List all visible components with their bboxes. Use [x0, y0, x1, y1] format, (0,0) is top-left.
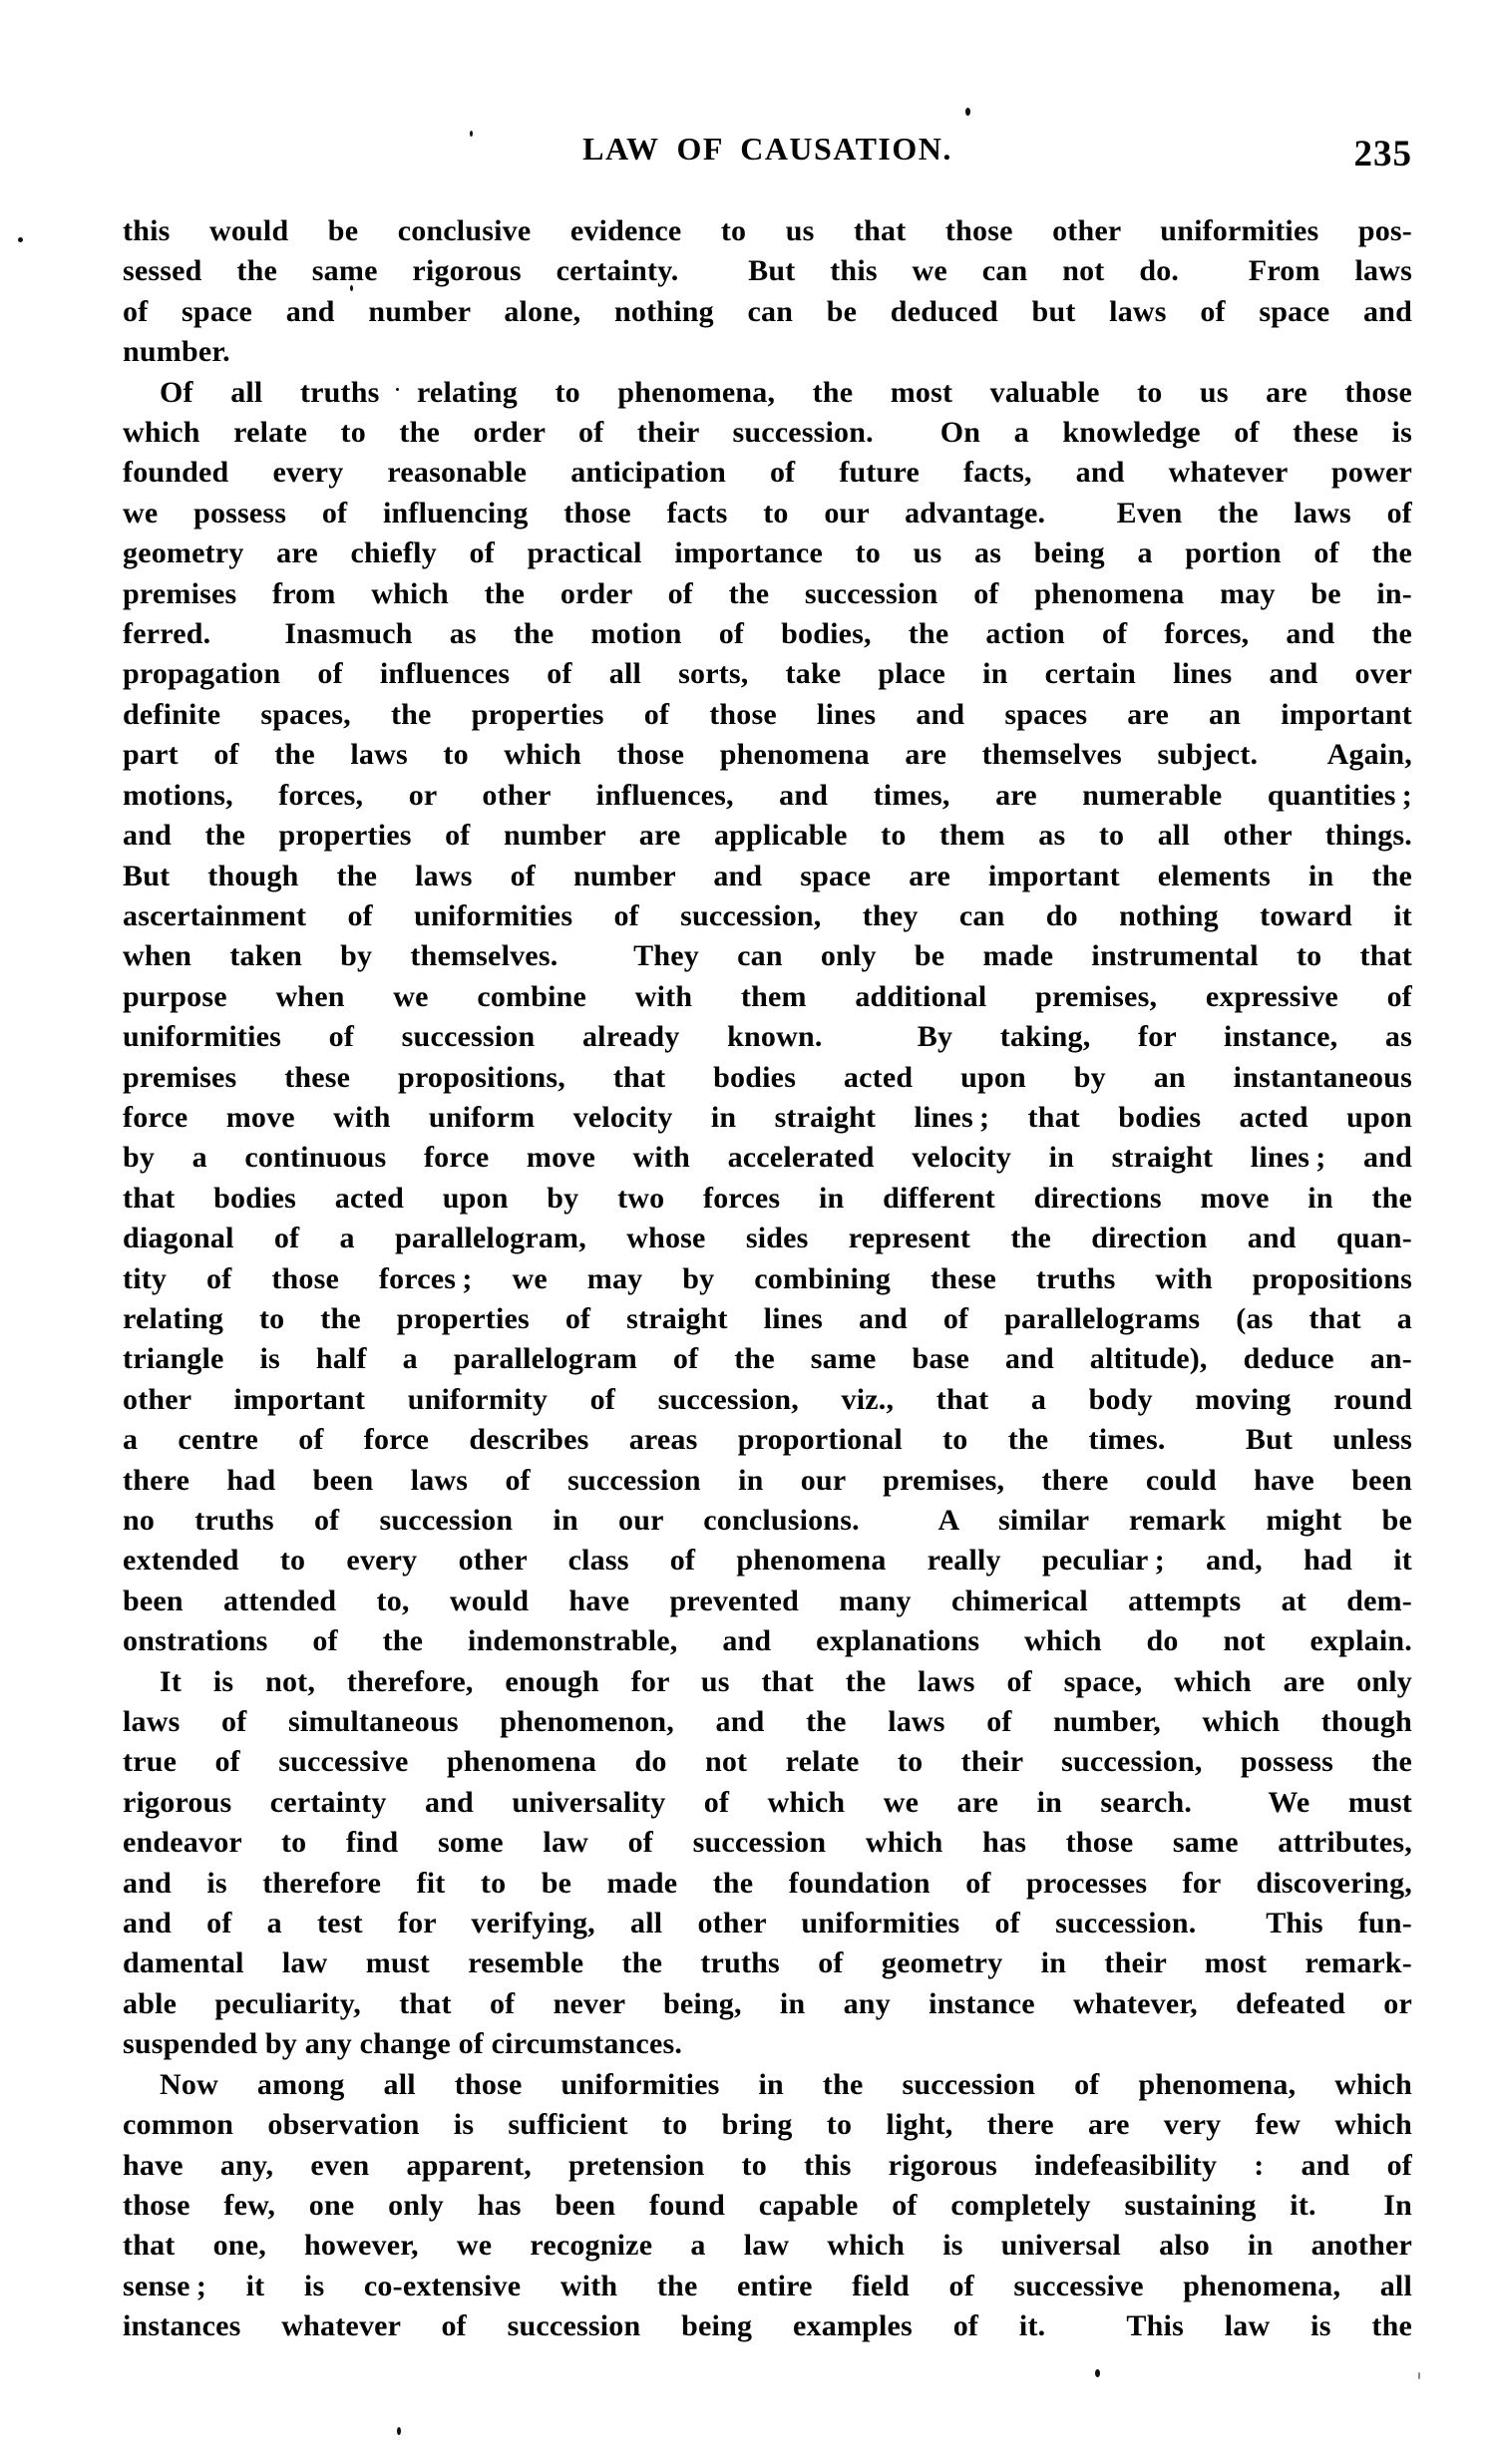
- text-line: we possess of influencing those facts to our advantage. Even the laws of: [123, 496, 1412, 529]
- text-line: part of the laws to which those phenomena are themselves subject. Again,: [123, 738, 1412, 772]
- text-line: that bodies acted upon by two forces in different directions move in the: [123, 1181, 1412, 1215]
- text-line: there had been laws of succession in our premises, there could have been: [123, 1463, 1412, 1497]
- text-line: been attended to, would have prevented many chimerical attempts at dem-: [123, 1584, 1412, 1617]
- text-line: But though the laws of number and space are important elements in the: [123, 859, 1412, 892]
- text-line: definite spaces, the properties of those lines and spaces are an important: [123, 697, 1412, 731]
- scan-speck: [1418, 2372, 1420, 2379]
- text-line: have any, even apparent, pretension to this rigorous indefeasibility : and of: [123, 2148, 1412, 2182]
- text-line: founded every reasonable anticipation of future facts, and whatever power: [123, 456, 1412, 490]
- text-line: suspended by any change of circumstances.: [123, 2027, 683, 2061]
- text-line: other important uniformity of succession, viz., that a body moving round: [123, 1382, 1412, 1416]
- text-line: and the properties of number are applicable to them as to all other things.: [123, 819, 1412, 853]
- text-line: that one, however, we recognize a law which is universal also in another: [123, 2229, 1412, 2263]
- text-line: triangle is half a parallelogram of the same base and altitude), deduce an-: [123, 1342, 1412, 1376]
- text-line: diagonal of a parallelogram, whose sides represent the direction and quan-: [123, 1222, 1412, 1255]
- text-line: number.: [123, 335, 230, 369]
- text-line: sense ; it is co-extensive with the entire field of successive phenomena, all: [123, 2269, 1412, 2302]
- text-line: It is not, therefore, enough for us that the laws of space, which are only: [160, 1664, 1412, 1698]
- text-line: no truths of succession in our conclusions. A similar remark might be: [123, 1504, 1412, 1537]
- text-line: purpose when we combine with them additional premises, expressive of: [123, 979, 1412, 1013]
- text-line: those few, one only has been found capable of completely sustaining it. In: [123, 2188, 1412, 2222]
- text-line: able peculiarity, that of never being, in any instance whatever, defeated or: [123, 1986, 1412, 2020]
- text-line: true of successive phenomena do not relate to their succession, possess the: [123, 1745, 1412, 1779]
- text-line: damental law must resemble the truths of geometry in their most remark-: [123, 1946, 1412, 1980]
- running-head: [123, 131, 1412, 175]
- text-line: extended to every other class of phenomena really peculiar ; and, had it: [123, 1544, 1412, 1578]
- text-line: a centre of force describes areas proportional to the times. But unless: [123, 1423, 1412, 1457]
- text-block: [123, 211, 1412, 2347]
- text-line: Of all truths relating to phenomena, the most valuable to us are those: [160, 375, 1412, 409]
- text-line: Now among all those uniformities in the succession of phenomena, which: [160, 2067, 1412, 2101]
- text-line: endeavor to find some law of succession which has those same attributes,: [123, 1826, 1412, 1860]
- text-line: this would be conclusive evidence to us that those other uniformities pos-: [123, 214, 1412, 247]
- page-content: [123, 0, 1412, 2464]
- scan-speck: [18, 237, 23, 242]
- text-line: by a continuous force move with accelerated velocity in straight lines ; and: [123, 1141, 1412, 1175]
- text-line: instances whatever of succession being examples of it. This law is the: [123, 2309, 1412, 2343]
- text-line: geometry are chiefly of practical importance to us as being a portion of the: [123, 536, 1412, 570]
- page-number: 235: [1353, 134, 1412, 175]
- text-line: laws of simultaneous phenomenon, and the laws of number, which though: [123, 1705, 1412, 1739]
- text-line: and is therefore fit to be made the foundation of processes for discovering,: [123, 1866, 1412, 1900]
- text-line: of space and number alone, nothing can be deduced but laws of space and: [123, 294, 1412, 328]
- text-line: force move with uniform velocity in straight lines ; that bodies acted upon: [123, 1100, 1412, 1134]
- text-line: tity of those forces ; we may by combining these truths with propositions: [123, 1261, 1412, 1295]
- text-line: motions, forces, or other influences, and times, are numerable quantities ;: [123, 778, 1412, 812]
- text-line: sessed the same rigorous certainty. But this we can not do. From laws: [123, 254, 1412, 288]
- page-title: LAW OF CAUSATION.: [582, 131, 952, 167]
- text-line: which relate to the order of their succession. On a knowledge of these is: [123, 416, 1412, 450]
- text-line: common observation is sufficient to bring to light, there are very few which: [123, 2108, 1412, 2142]
- text-line: ascertainment of uniformities of succession, they can do nothing toward it: [123, 898, 1412, 932]
- text-line: uniformities of succession already known. By taking, for instance, as: [123, 1020, 1412, 1054]
- text-line: and of a test for verifying, all other uniformities of succession. This fun-: [123, 1907, 1412, 1940]
- text-line: propagation of influences of all sorts, take place in certain lines and over: [123, 657, 1412, 691]
- text-line: onstrations of the indemonstrable, and explanations which do not explain.: [123, 1624, 1412, 1658]
- text-line: premises from which the order of the succession of phenomena may be in-: [123, 576, 1412, 610]
- text-line: ferred. Inasmuch as the motion of bodies, the action of forces, and the: [123, 617, 1412, 651]
- text-line: premises these propositions, that bodies acted upon by an instantaneous: [123, 1060, 1412, 1094]
- text-line: relating to the properties of straight lines and of parallelograms (as that a: [123, 1301, 1412, 1335]
- text-line: rigorous certainty and universality of which we are in search. We must: [123, 1785, 1412, 1819]
- text-line: when taken by themselves. They can only be made instrumental to that: [123, 939, 1412, 973]
